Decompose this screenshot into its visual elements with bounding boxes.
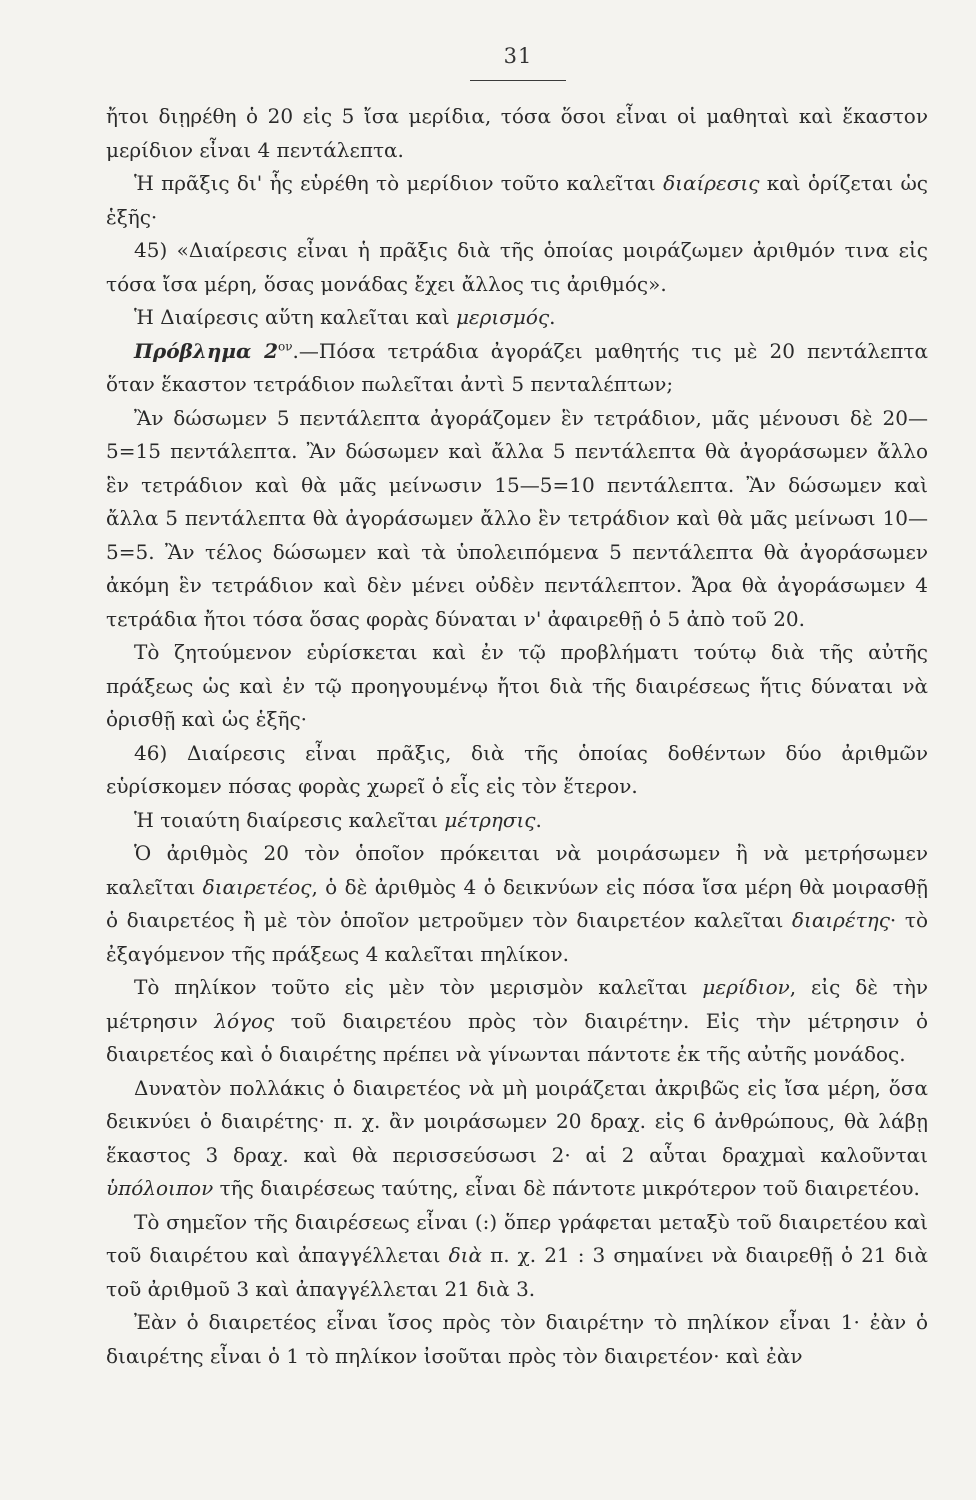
- term-metrisis: μέτρησις: [444, 807, 536, 832]
- text-span: Ἡ πρᾶξις δι' ἧς εὑρέθη τὸ μερίδιον τοῦτο καλεῖται: [134, 171, 664, 195]
- paragraph-12: [106, 1072, 928, 1206]
- page-number: 31: [503, 44, 533, 68]
- header-rule: [470, 80, 566, 81]
- paragraph-4: [106, 301, 928, 335]
- problem-label-sup: ον: [278, 338, 293, 353]
- text-span: Ἡ τοιαύτη διαίρεσις καλεῖται: [134, 807, 445, 832]
- text-span: .: [549, 305, 556, 329]
- paragraph-6: Ἂν δώσωμεν 5 πεντάλεπτα ἀγοράζομεν ἓν τετράδιον, μᾶς μένουσι δὲ 20—5=15 πεντάλεπτα. Ἂν δώσωμεν καὶ ἄλλα 5 πεντάλεπτα θὰ ἀγοράσωμεν ἄλλο ἓν τετράδιον καὶ θὰ μᾶς μείνωσιν 15—5=10 πεντάλεπτα. Ἂν δώσωμεν καὶ ἄλλα 5 πεντάλεπτα θὰ ἀγοράσωμεν ἄλλο ἓν τετράδιον καὶ θὰ μᾶς μείνωσι 10—5=5. Ἂν τέλος δώσωμεν καὶ τὰ ὑπολειπόμενα 5 πεντάλεπτα θὰ ἀγοράσωμεν ἀκόμη ἓν τετράδιον καὶ δὲν μένει οὐδὲν πεντάλεπτον. Ἄρα θὰ ἀγοράσωμεν 4 τετράδια ἤτοι τόσα ὅσας φορὰς δύναται ν' ἀφαιρεθῇ ὁ 5 ἀπὸ τοῦ 20.: [106, 405, 928, 631]
- term-dia: διὰ: [448, 1243, 482, 1267]
- paragraph-1: ἤτοι διῃρέθη ὁ 20 εἰς 5 ἴσα μερίδια, τόσα ὅσοι εἶναι οἱ μαθηταὶ καὶ ἕκαστον μερίδιον εἶναι 4 πεντάλεπτα.: [106, 104, 928, 162]
- term-merismos: μερισμός: [455, 305, 550, 329]
- paragraph-13: [106, 1206, 928, 1307]
- definition-45: 45) «Διαίρεσις εἶναι ἡ πρᾶξις διὰ τῆς ὁποίας μοιράζωμεν ἀριθμόν τινα εἰς τόσα ἴσα μέρη, ὅσας μονάδας ἔχει ἄλλος τις ἀριθμός».: [106, 238, 928, 296]
- term-diairetеos: διαιρετέος: [202, 874, 312, 899]
- text-span: , ὁ δὲ ἀριθμὸς 4 ὁ δεικνύων εἰς πόσα ἴσα μέρη θὰ μοιρασθῇ ὁ διαιρετέος ἢ μὲ τὸν ὁποῖον μετροῦμεν τὸν διαιρετέον καλεῖται: [106, 874, 928, 932]
- text-span: π. χ. 21 : 3 σημαίνει νὰ διαιρεθῇ ὁ 21 διὰ τοῦ ἀριθμοῦ 3 καὶ ἀπαγγέλλεται 21 διὰ 3.: [106, 1243, 928, 1301]
- text-span: Δυνατὸν πολλάκις ὁ διαιρετέος νὰ μὴ μοιράζεται ἀκριβῶς εἰς ἴσα μέρη, ὅσα δεικνύει ὁ διαιρέτης· π. χ. ἂν μοιράσωμεν 20 δραχ. εἰς 6 ἀνθρώπους, θὰ λάβῃ ἕκαστος 3 δραχ. καὶ θὰ περισσεύσωσι 2· αἱ 2 αὗται δραχμαὶ καλοῦνται: [106, 1075, 928, 1167]
- term-diairesis: διαίρεσις: [663, 171, 760, 195]
- paragraph-2: [106, 167, 928, 234]
- paragraph-11: [106, 971, 928, 1072]
- definition-46: 46) Διαίρεσις εἶναι πρᾶξις, διὰ τῆς ὁποίας δοθέντων δύο ἀριθμῶν εὑρίσκομεν πόσας φορὰς χωρεῖ ὁ εἷς εἰς τὸν ἕτερον.: [106, 740, 928, 798]
- text-span: , εἰς δὲ τὴν μέτρησιν: [106, 975, 928, 1033]
- term-meridion: μερίδιον: [702, 975, 790, 999]
- text-span: Ἡ Διαίρεσις αὕτη καλεῖται καὶ: [134, 305, 456, 329]
- problem-label: Πρόβλημα 2: [134, 338, 278, 363]
- text-span: Τὸ πηλίκον τοῦτο εἰς μὲν τὸν μερισμὸν καλεῖται: [134, 975, 703, 999]
- text-span: Ὁ ἀριθμὸς 20 τὸν ὁποῖον πρόκειται νὰ μοιράσωμεν ἢ νὰ μετρήσωμεν καλεῖται: [106, 841, 928, 899]
- page-body: [106, 100, 928, 1373]
- text-span: καὶ ὁρίζεται ὡς ἑξῆς·: [106, 171, 928, 229]
- term-logos: λόγος: [214, 1008, 275, 1033]
- text-span: Τὸ σημεῖον τῆς διαιρέσεως εἶναι (:) ὅπερ γράφεται μεταξὺ τοῦ διαιρετέου καὶ τοῦ διαιρέτου καὶ ἀπαγγέλλεται: [106, 1209, 928, 1267]
- term-diairetis: διαιρέτης: [791, 908, 890, 932]
- text-span: τῆς διαιρέσεως ταύτης, εἶναι δὲ πάντοτε μικρότερον τοῦ διαιρετέου.: [213, 1176, 920, 1200]
- problem-text: .—Πόσα τετράδια ἀγοράζει μαθητής τις μὲ 20 πεντάλεπτα ὅταν ἕκαστον τετράδιον πωλεῖται ἀντὶ 5 πενταλέπτων;: [106, 338, 928, 396]
- paragraph-10: [106, 837, 928, 971]
- text-span: · τὸ ἐξαγόμενον τῆς πράξεως 4 καλεῖται πηλίκον.: [106, 908, 929, 966]
- term-ypoloipon: ὑπόλοιπον: [106, 1176, 214, 1200]
- paragraph-14: Ἐὰν ὁ διαιρετέος εἶναι ἴσος πρὸς τὸν διαιρέτην τὸ πηλίκον εἶναι 1· ἐὰν ὁ διαιρέτης εἶναι ὁ 1 τὸ πηλίκον ἰσοῦται πρὸς τὸν διαιρετέον· καὶ ἐὰν: [106, 1310, 928, 1368]
- text-span: τοῦ διαιρετέου πρὸς τὸν διαιρέτην. Εἰς τὴν μέτρησιν ὁ διαιρετέος καὶ ὁ διαιρέτης πρέπει νὰ γίνωνται πάντοτε ἐκ τῆς αὐτῆς μονάδος.: [106, 1008, 928, 1066]
- paragraph-9: [106, 804, 928, 838]
- paragraph-7: Τὸ ζητούμενον εὑρίσκεται καὶ ἐν τῷ προβλήματι τούτῳ διὰ τῆς αὐτῆς πράξεως ὡς καὶ ἐν τῷ προηγουμένῳ ἤτοι διὰ τῆς διαιρέσεως ἥτις δύναται νὰ ὁρισθῇ καὶ ὡς ἑξῆς·: [106, 640, 928, 731]
- text-span: .: [535, 807, 542, 832]
- problem-2: [106, 335, 928, 402]
